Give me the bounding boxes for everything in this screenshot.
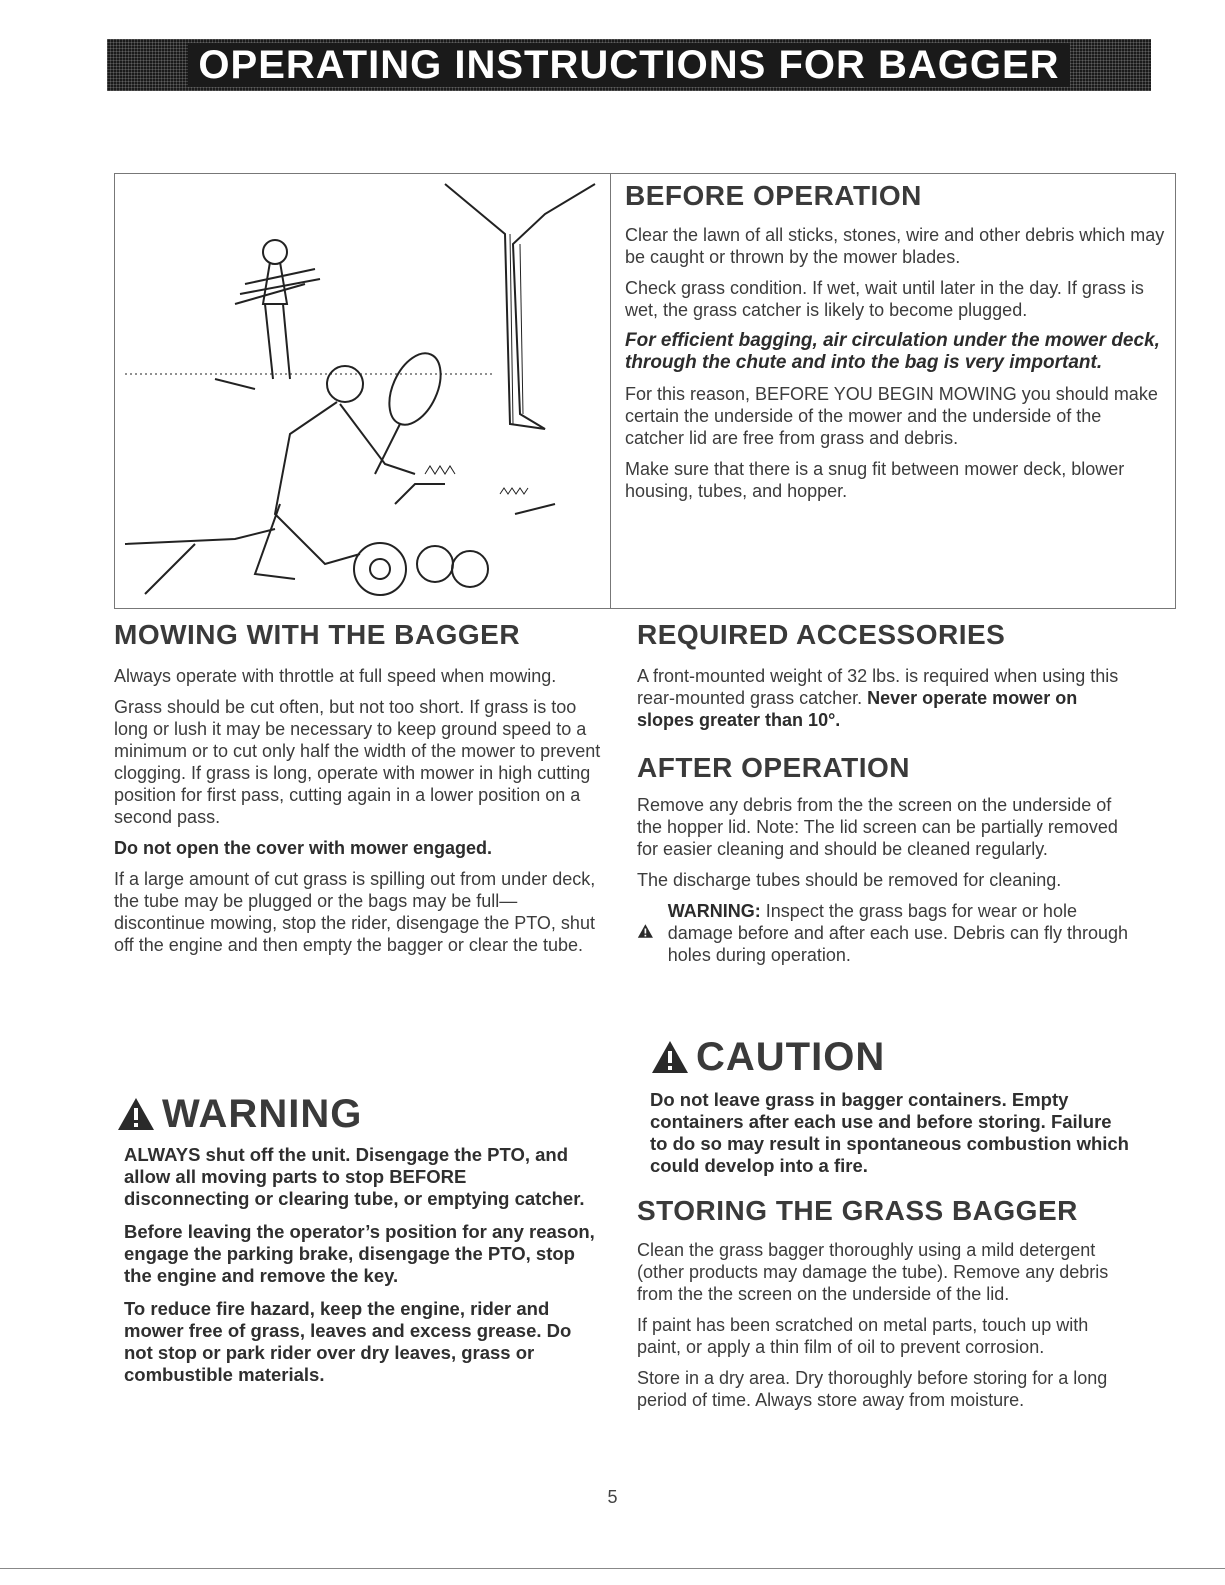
warning-header [116, 1092, 596, 1136]
bottom-divider [0, 1568, 1225, 1569]
title-banner [107, 39, 1151, 91]
storing-p1: Clean the grass bagger thoroughly using a mild detergent (other products may damage the tube). Remove any debris from the the screen on the underside of the lid. [637, 1240, 1109, 1304]
page-title: OPERATING INSTRUCTIONS FOR BAGGER [188, 43, 1069, 87]
warning-triangle-icon [637, 914, 654, 948]
top-frame [114, 173, 1176, 609]
after-operation-p2: The discharge tubes should be removed for cleaning. [637, 870, 1062, 890]
caution-text: Do not leave grass in bagger containers. Empty containers after each use and before storing. Failure to do so may result in spontaneous combustion which could develop into a fire. [650, 1089, 1129, 1176]
required-accessories-bold: Never operate mower on slopes greater than 10°. [637, 688, 1078, 730]
mowing-p2: Grass should be cut often, but not too short. If grass is too long or lush it may be necessary to keep ground speed to a minimum or to cut only half the width of the mower to prevent clogging. If grass is long, operate with mower in high cutting position for first pass, cutting again in a lower position on a second pass. [114, 697, 601, 827]
storing-section [637, 1195, 1137, 1420]
storing-p2: If paint has been scratched on metal parts, touch up with paint, or apply a thin film of oil to prevent corrosion. [637, 1315, 1089, 1357]
before-operation-heading: BEFORE OPERATION [625, 180, 922, 211]
after-operation-p1: Remove any debris from the the screen on the underside of the hopper lid. Note: The lid screen can be partially removed for easier cleaning and should be cleaned regularly. [637, 795, 1118, 859]
mowing-p1: Always operate with throttle at full speed when mowing. [114, 666, 557, 686]
warning-triangle-icon [650, 1039, 690, 1075]
caution-section [650, 1035, 1130, 1188]
mowing-section [114, 619, 606, 965]
before-operation-p3: For efficient bagging, air circulation under the mower deck, through the chute and into the bag is very important. [625, 330, 1160, 373]
warning-triangle-icon [116, 1096, 156, 1132]
mowing-heading: MOWING WITH THE BAGGER [114, 619, 521, 650]
required-accessories-heading: REQUIRED ACCESSORIES [637, 619, 1006, 650]
before-operation-p2: Check grass condition. If wet, wait until later in the day. If grass is wet, the grass catcher is likely to become plugged. [625, 278, 1144, 320]
after-operation-heading: AFTER OPERATION [637, 752, 910, 783]
warning-p1: ALWAYS shut off the unit. Disengage the PTO, and allow all moving parts to stop BEFORE disconnecting or clearing tube, or emptying catcher. [124, 1144, 585, 1209]
page-number: 5 [607, 1487, 618, 1507]
mowing-p3: Do not open the cover with mower engaged. [114, 838, 493, 858]
caution-heading: CAUTION [696, 1035, 886, 1079]
after-operation-section [637, 752, 1137, 966]
storing-p3: Store in a dry area. Dry thoroughly before storing for a long period of time. Always store away from moisture. [637, 1368, 1108, 1410]
mowing-p4: If a large amount of cut grass is spilling out from under deck, the tube may be plugged or the bags may be full—discontinue mowing, stop the rider, disengage the PTO, shut off the engine and then empty the bagger or clear the tube. [114, 869, 596, 955]
after-operation-warning-label: WARNING: [667, 901, 761, 921]
after-operation-warning [637, 900, 1137, 966]
warning-p2: Before leaving the operator’s position for any reason, engage the parking brake, disengage the PTO, stop the engine and remove the key. [124, 1221, 595, 1286]
required-accessories-text: A front-mounted weight of 32 lbs. is required when using this rear-mounted grass catcher. [637, 666, 1119, 708]
before-operation-p4: For this reason, BEFORE YOU BEGIN MOWING you should make certain the underside of the mower and the underside of the catcher lid are free from grass and debris. [625, 384, 1158, 448]
required-accessories-section [637, 619, 1137, 740]
before-operation-section [625, 180, 1165, 511]
warning-heading: WARNING [162, 1092, 363, 1136]
warning-section [116, 1092, 596, 1397]
caution-header [650, 1035, 1130, 1079]
before-operation-p1: Clear the lawn of all sticks, stones, wire and other debris which may be caught or thrown by the mower blades. [625, 225, 1165, 267]
before-operation-p5: Make sure that there is a snug fit between mower deck, blower housing, tubes, and hopper. [625, 459, 1125, 501]
storing-heading: STORING THE GRASS BAGGER [637, 1195, 1078, 1226]
after-operation-warning-text: Inspect the grass bags for wear or hole damage before and after each use. Debris can fly through holes during operation. [667, 901, 1129, 965]
warning-p3: To reduce fire hazard, keep the engine, rider and mower free of grass, leaves and excess grease. Do not stop or park rider over dry leaves, grass or combustible materials. [124, 1298, 572, 1385]
lawn-debris-illustration [115, 174, 611, 608]
